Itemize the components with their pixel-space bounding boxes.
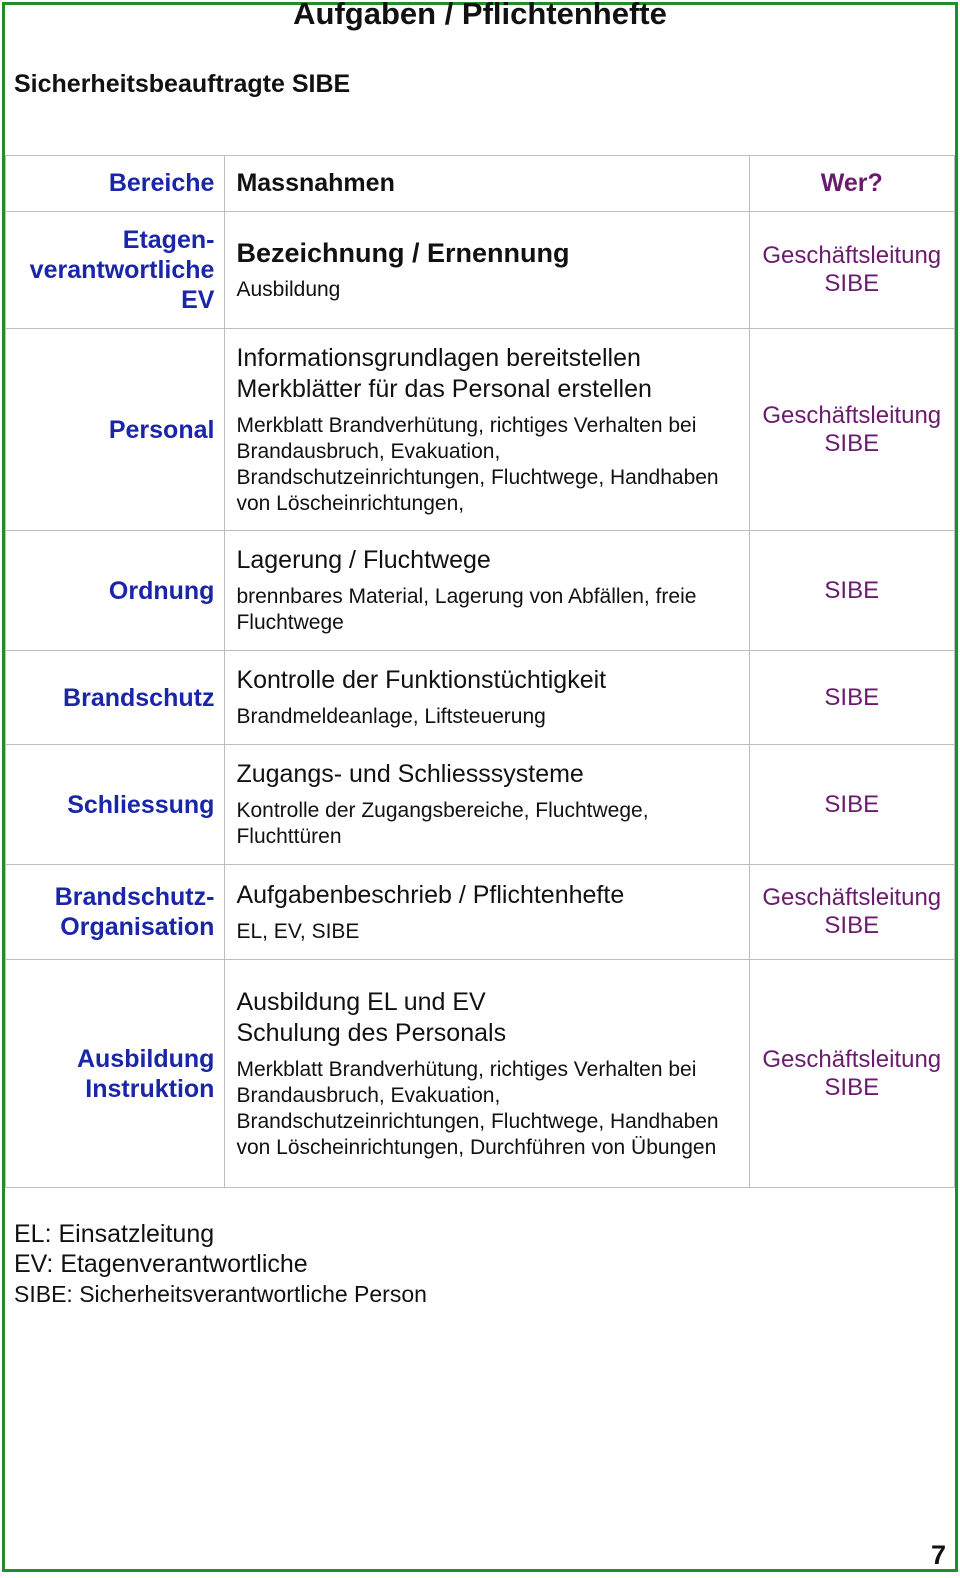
row-measures: [225, 531, 749, 651]
measure-title: Bezeichnung / Ernennung: [236, 237, 570, 268]
table-row: [6, 531, 955, 651]
measure-description: Merkblatt Brandverhütung, richtiges Verhalten bei Brandausbruch, Evakuation, Brandschutzeinrichtungen, Fluchtwege, Handhaben von Löscheinrichtungen,: [236, 413, 719, 515]
page-number: 7: [930, 1540, 946, 1570]
row-measures: [225, 865, 749, 960]
row-responsible: Geschäftsleitung SIBE: [749, 960, 954, 1188]
measure-description: brennbares Material, Lagerung von Abfällen, freie Fluchtwege: [236, 585, 697, 634]
legend-el: EL: Einsatzleitung: [14, 1220, 215, 1248]
row-responsible: Geschäftsleitung SIBE: [749, 329, 954, 531]
measure-title: Ausbildung EL und EV Schulung des Personals: [236, 987, 507, 1047]
measure-title: Informationsgrundlagen bereitstellen Merkblätter für das Personal erstellen: [236, 343, 652, 403]
row-measures: [225, 329, 749, 531]
measure-title: Zugangs- und Schliesssysteme: [236, 760, 584, 788]
header-measures: Massnahmen: [225, 156, 749, 212]
legend-ev: EV: Etagenverantwortliche: [14, 1250, 308, 1278]
table-row: [6, 329, 955, 531]
row-responsible: SIBE: [749, 651, 954, 745]
page-subtitle: Sicherheitsbeauftragte SIBE: [14, 70, 351, 98]
page-title: Aufgaben / Pflichtenhefte: [293, 0, 667, 31]
abbreviation-legend: [14, 1219, 427, 1309]
row-area: Personal: [6, 329, 225, 531]
table-row: [6, 651, 955, 745]
row-responsible: Geschäftsleitung SIBE: [749, 865, 954, 960]
measure-title: Kontrolle der Funktionstüchtigkeit: [236, 666, 607, 694]
measure-description: Ausbildung: [236, 277, 341, 301]
legend-sibe: SIBE: Sicherheitsverantwortliche Person: [14, 1281, 427, 1307]
table-row: [6, 745, 955, 865]
row-area: Schliessung: [6, 745, 225, 865]
row-area: Etagen- verantwortliche EV: [6, 212, 225, 329]
table-row: [6, 960, 955, 1188]
row-area: Ausbildung Instruktion: [6, 960, 225, 1188]
row-responsible: SIBE: [749, 745, 954, 865]
measure-description: EL, EV, SIBE: [236, 919, 360, 943]
header-who: Wer?: [749, 156, 954, 212]
table-row: [6, 212, 955, 329]
measure-description: Merkblatt Brandverhütung, richtiges Verhalten bei Brandausbruch, Evakuation, Brandschutzeinrichtungen, Fluchtwege, Handhaben von Löscheinrichtungen, Durchführen von Übungen: [236, 1057, 719, 1159]
tasks-table: [5, 155, 955, 1188]
row-area: Brandschutz: [6, 651, 225, 745]
row-measures: [225, 960, 749, 1188]
measure-description: Brandmeldeanlage, Liftsteuerung: [236, 705, 546, 728]
document-page: [2, 2, 958, 1572]
measure-title: Aufgabenbeschrieb / Pflichtenhefte: [236, 880, 625, 909]
row-area: Ordnung: [6, 531, 225, 651]
table-row: [6, 865, 955, 960]
row-responsible: SIBE: [749, 531, 954, 651]
row-area: Brandschutz- Organisation: [6, 865, 225, 960]
row-measures: [225, 745, 749, 865]
measure-title: Lagerung / Fluchtwege: [236, 546, 491, 574]
table-header-row: [6, 156, 955, 212]
header-areas: Bereiche: [6, 156, 225, 212]
row-responsible: Geschäftsleitung SIBE: [749, 212, 954, 329]
row-measures: [225, 651, 749, 745]
measure-description: Kontrolle der Zugangsbereiche, Fluchtwege, Fluchttüren: [236, 799, 649, 848]
row-measures: [225, 212, 749, 329]
